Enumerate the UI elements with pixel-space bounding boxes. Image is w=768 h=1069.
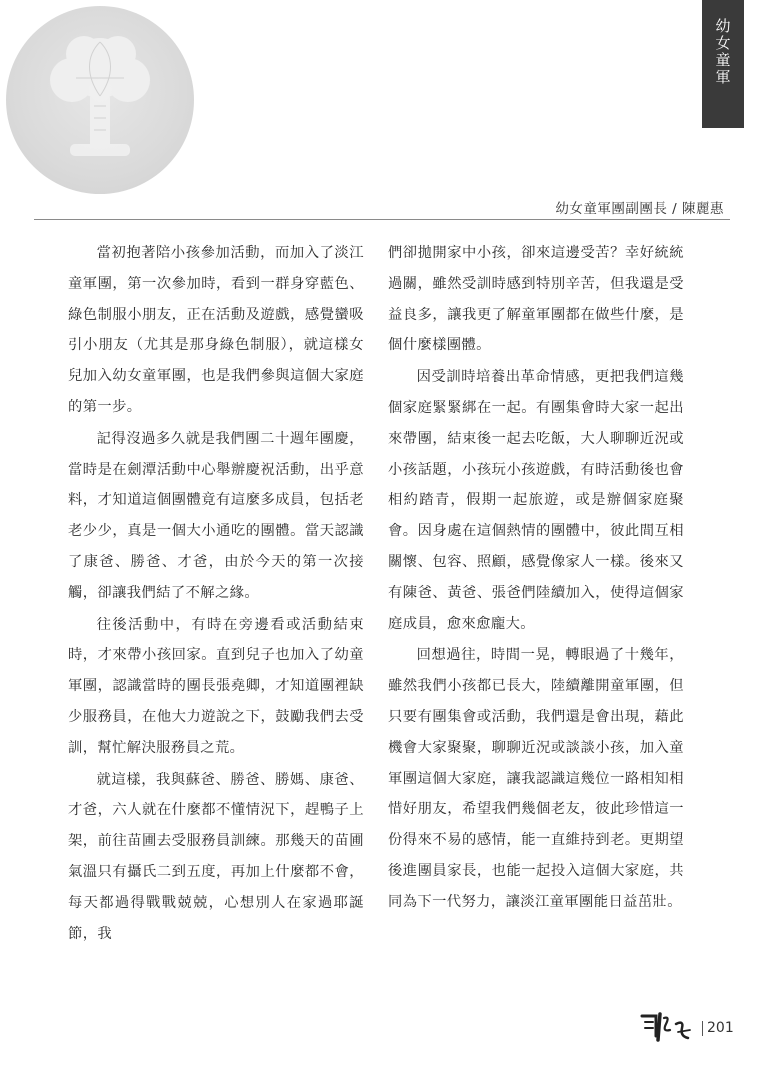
paragraph: 們卻拋開家中小孩，卻來這邊受苦？幸好統統過關，雖然受訓時感到特別辛苦，但我還是受益良多，讓我更了解童軍團都在做些什麼，是個什麼樣團體。 [388, 245, 684, 354]
article-left-column [68, 238, 364, 950]
article-right-column [388, 238, 684, 919]
calligraphy-logo [636, 1010, 700, 1048]
paragraph: 記得沒過多久就是我們團二十週年團慶，當時是在劍潭活動中心舉辦慶祝活動，出乎意料，才知道這個團體竟有這麼多成員，包括老老少少，真是一個大小通吃的團體。當天認識了康爸、勝爸、才爸，由於今天的第一次接觸，卻讓我們結了不解之緣。 [68, 430, 364, 601]
page-number: 201 [702, 1021, 734, 1036]
section-tab [702, 0, 744, 128]
section-tab-label: 幼女童軍 [713, 18, 732, 86]
paragraph: 當初抱著陪小孩參加活動，而加入了淡江童軍團，第一次參加時，看到一群身穿藍色、綠色制服小朋友，正在活動及遊戲，感覺蠻吸引小朋友（尤其是那身綠色制服），就這樣女兒加入幼女童軍團，也是我們參與這個大家庭的第一步。 [68, 245, 364, 415]
tree-emblem-image [6, 6, 194, 194]
paragraph: 就這樣，我與蘇爸、勝爸、勝媽、康爸、才爸，六人就在什麼都不懂情況下，趕鴨子上架，前往苗圃去受服務員訓練。那幾天的苗圃氣溫只有攝氏二到五度，再加上什麼都不會，每天都過得戰戰兢兢，心想別人在家過耶誕節，我 [68, 771, 364, 942]
tree-icon [6, 6, 194, 194]
author-byline: 幼女童軍團副團長 / 陳麗惠 [555, 201, 724, 217]
paragraph: 回想過往，時間一晃，轉眼過了十幾年，雖然我們小孩都已長大，陸續離開童軍團，但只要有團集會或活動，我們還是會出現，藉此機會大家聚聚，聊聊近況或談談小孩，加入童軍團這個大家庭，讓我認識這幾位一路相知相惜好朋友，希望我們幾個老友，彼此珍惜這一份得來不易的感情，能一直維持到老。更期望後進團員家長，也能一起投入這個大家庭，共同為下一代努力，讓淡江童軍團能日益茁壯。 [388, 647, 684, 910]
paragraph: 往後活動中，有時在旁邊看或活動結束時，才來帶小孩回家。直到兒子也加入了幼童軍團，認識當時的團長張堯卿，才知道團裡缺少服務員，在他大力遊說之下，鼓勵我們去受訓，幫忙解決服務員之荒。 [68, 616, 364, 756]
calligraphy-icon [636, 1010, 700, 1044]
header-divider [34, 219, 730, 220]
paragraph: 因受訓時培養出革命情感，更把我們這幾個家庭緊緊綁在一起。有團集會時大家一起出來帶團，結束後一起去吃飯，大人聊聊近況或小孩話題，小孩玩小孩遊戲，有時活動後也會相約踏青，假期一起旅遊，或是辦個家庭聚會。因身處在這個熱情的團體中，彼此間互相關懷、包容、照顧，感覺像家人一樣。後來又有陳爸、黃爸、張爸們陸續加入，使得這個家庭成員，愈來愈龐大。 [388, 369, 684, 632]
